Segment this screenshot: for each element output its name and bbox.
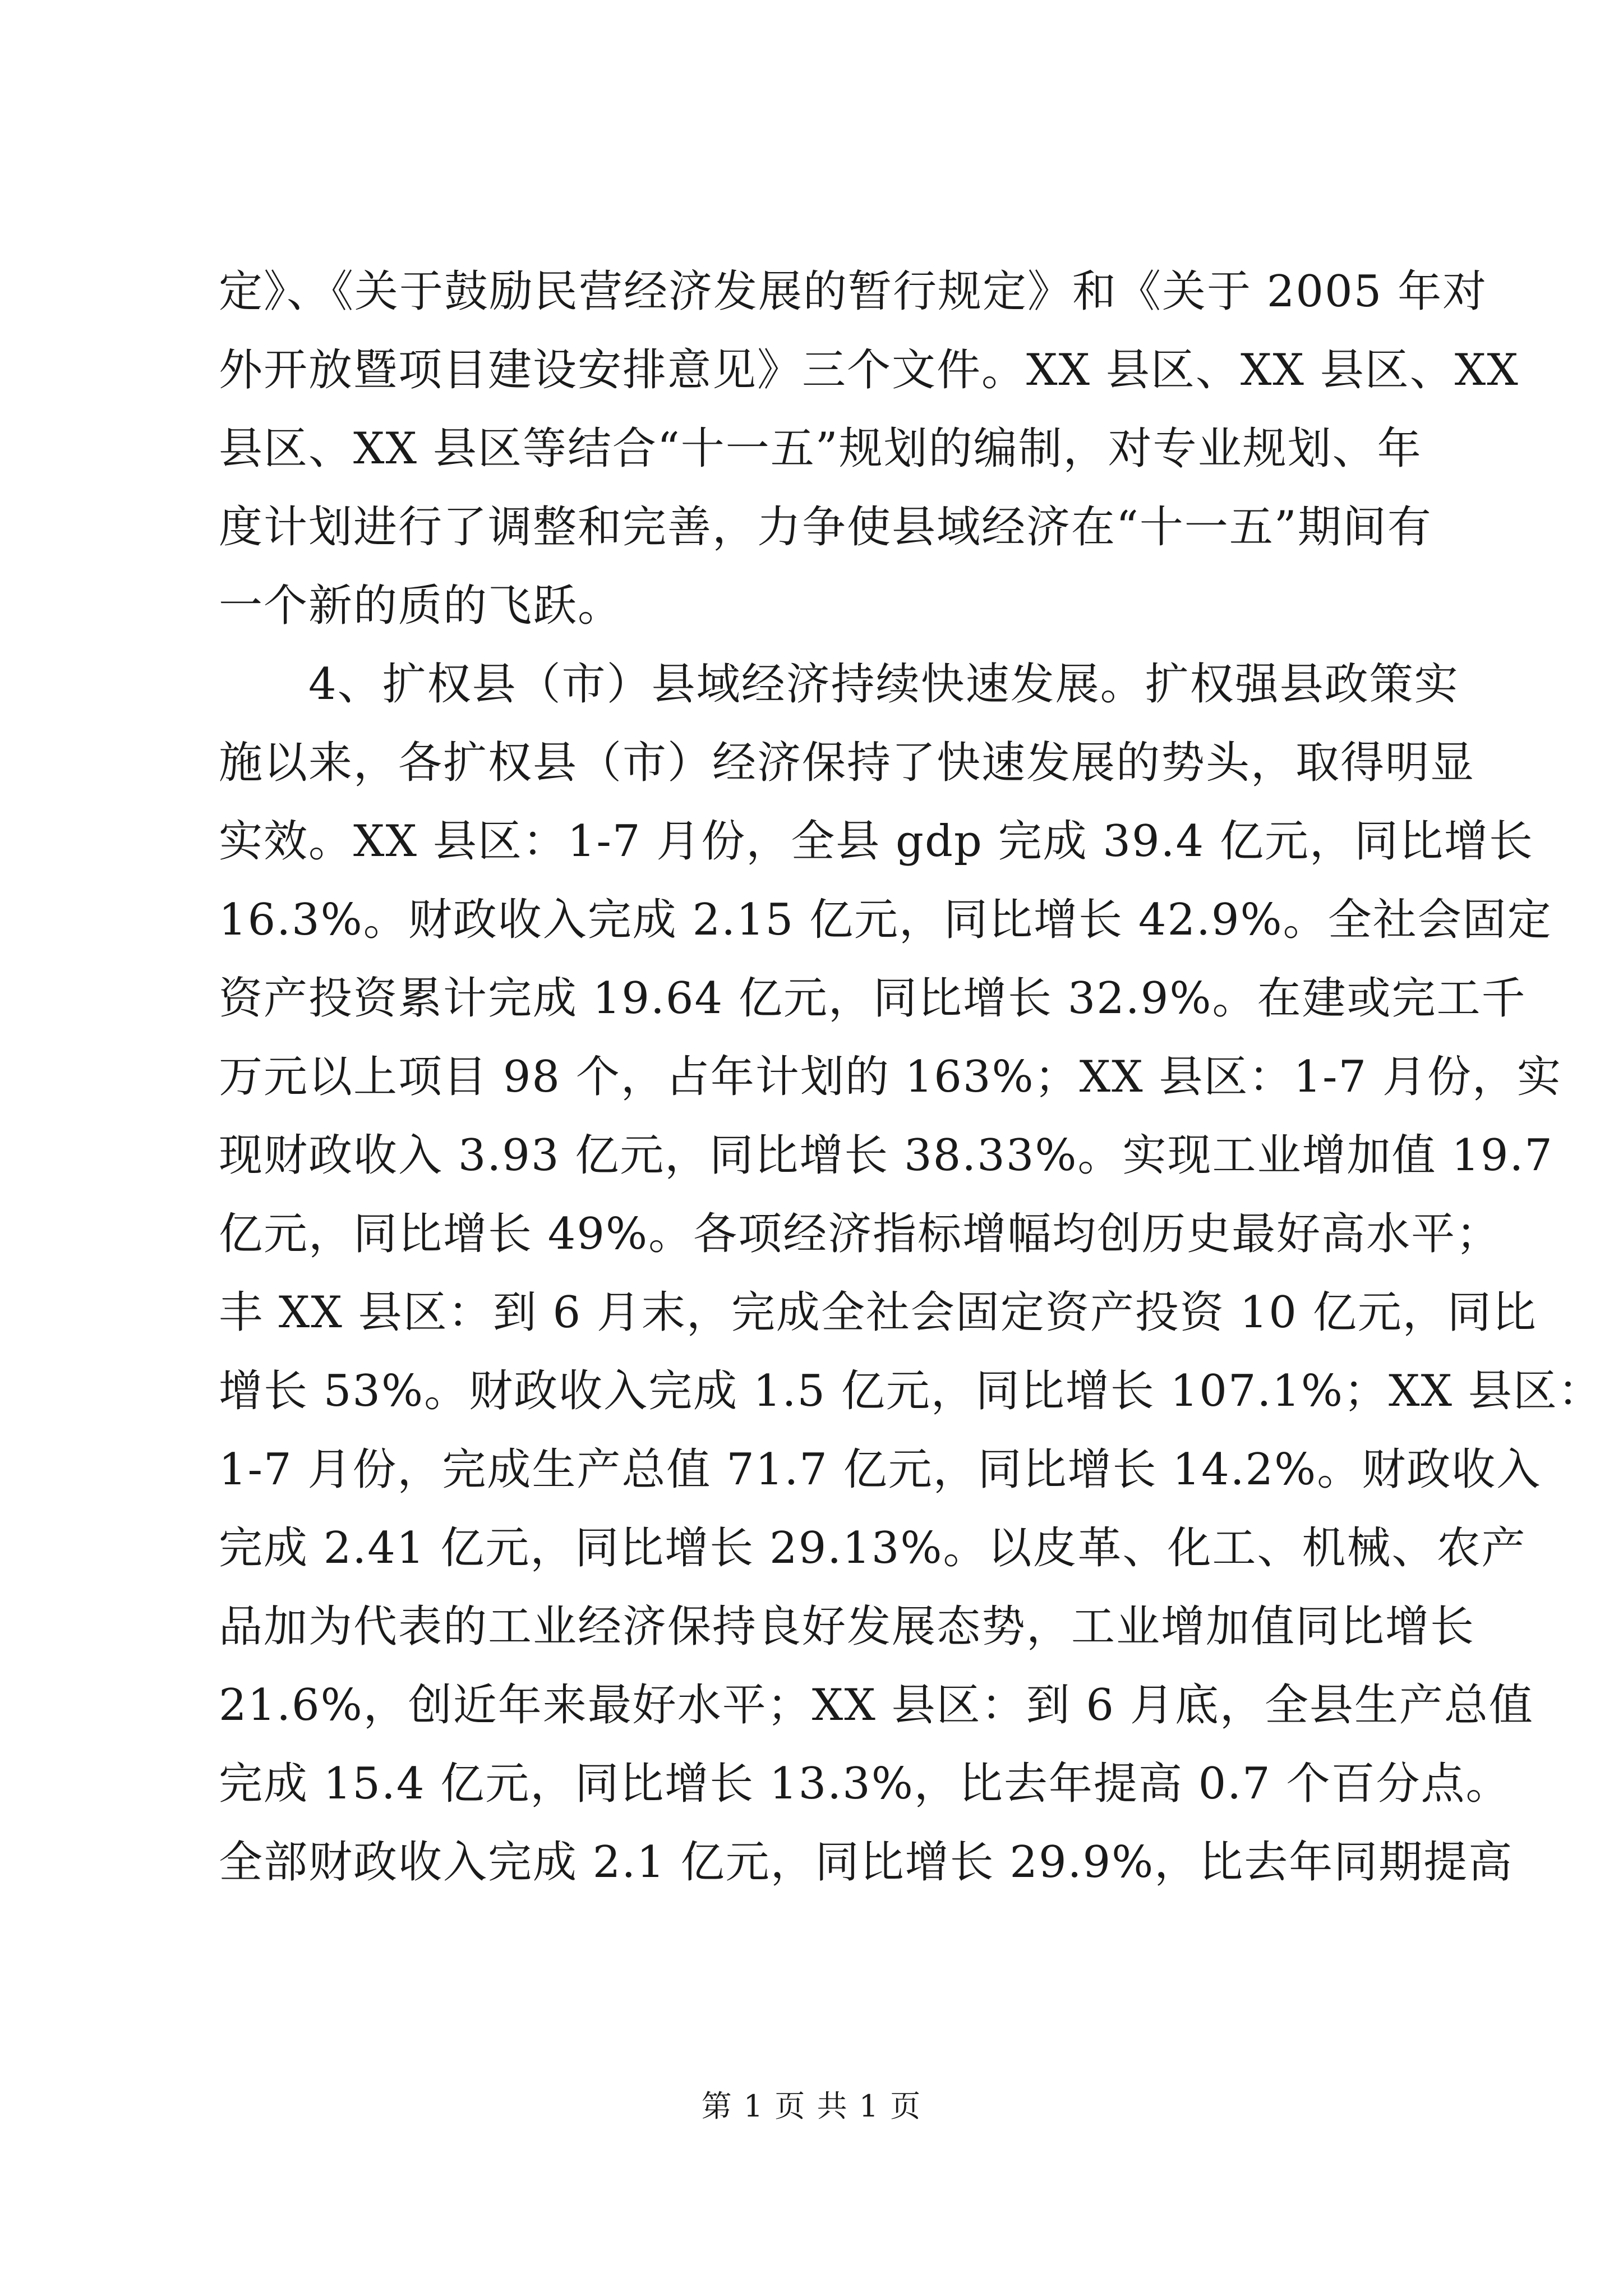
text-line: 度计划进行了调整和完善，力争使县域经济在“十一五”期间有	[219, 502, 1432, 553]
text-line: 品加为代表的工业经济保持良好发展态势，工业增加值同比增长	[219, 1602, 1476, 1652]
text-line: 亿元，同比增长 49%。各项经济指标增幅均创历史最好高水平；	[219, 1209, 1501, 1259]
paragraph-2	[219, 645, 1603, 1902]
paragraph-1	[219, 252, 1519, 645]
text-line: 资产投资累计完成 19.64 亿元，同比增长 32.9%。在建或完工千	[219, 973, 1527, 1024]
text-line: 万元以上项目 98 个，占年计划的 163%；XX 县区：1-7 月份，实	[219, 1052, 1562, 1102]
text-line: 全部财政收入完成 2.1 亿元，同比增长 29.9%，比去年同期提高	[219, 1837, 1514, 1888]
text-line: 县区、XX 县区等结合“十一五”规划的编制，对专业规划、年	[219, 424, 1422, 474]
text-line: 现财政收入 3.93 亿元，同比增长 38.33%。实现工业增加值 19.7	[219, 1130, 1553, 1181]
text-line: 丰 XX 县区：到 6 月末，完成全社会固定资产投资 10 亿元，同比	[219, 1287, 1537, 1338]
document-body	[219, 252, 1603, 1902]
text-line: 增长 53%。财政收入完成 1.5 亿元，同比增长 107.1%；XX 县区：	[219, 1366, 1603, 1416]
text-line: 实效。XX 县区：1-7 月份，全县 gdp 完成 39.4 亿元，同比增长	[219, 816, 1534, 867]
text-line: 21.6%，创近年来最好水平；XX 县区：到 6 月底，全县生产总值	[219, 1680, 1534, 1731]
text-line: 完成 15.4 亿元，同比增长 13.3%，比去年提高 0.7 个百分点。	[219, 1759, 1511, 1809]
text-line: 16.3%。财政收入完成 2.15 亿元，同比增长 42.9%。全社会固定	[219, 895, 1552, 945]
text-line: 1-7 月份，完成生产总值 71.7 亿元，同比增长 14.2%。财政收入	[219, 1444, 1542, 1495]
text-line: 完成 2.41 亿元，同比增长 29.13%。以皮革、化工、机械、农产	[219, 1523, 1527, 1573]
text-line: 定》、《关于鼓励民营经济发展的暂行规定》和《关于 2005 年对	[219, 266, 1488, 317]
text-line: 4、扩权县（市）县域经济持续快速发展。扩权强县政策实	[308, 659, 1459, 710]
text-line: 一个新的质的飞跃。	[219, 581, 623, 631]
text-line: 外开放暨项目建设安排意见》三个文件。XX 县区、XX 县区、XX	[219, 345, 1519, 395]
text-line: 施以来，各扩权县（市）经济保持了快速发展的势头，取得明显	[219, 738, 1476, 788]
page-footer: 第 1 页 共 1 页	[701, 2088, 922, 2124]
